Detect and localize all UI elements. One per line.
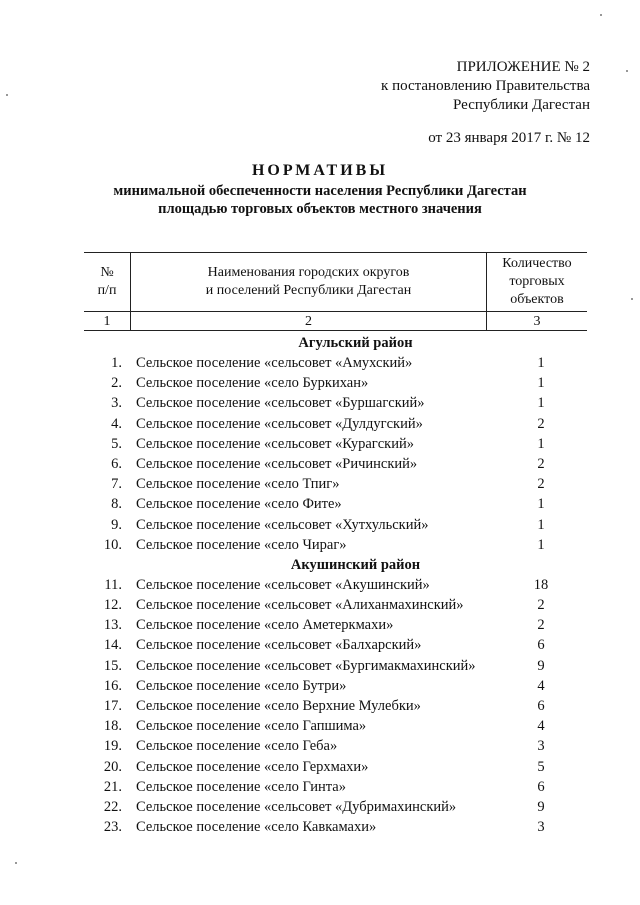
appendix-date: от 23 января 2017 г. № 12	[428, 130, 590, 146]
header-number-label: №	[100, 265, 114, 280]
scan-speck	[600, 14, 602, 16]
scan-speck	[626, 70, 628, 72]
table-row	[84, 595, 587, 615]
appendix-header	[360, 58, 590, 148]
table-row	[84, 716, 587, 736]
object-count: 3	[537, 738, 545, 755]
header-count-cell	[487, 253, 588, 312]
table-row	[84, 736, 587, 756]
row-number: 14.	[103, 637, 122, 654]
appendix-number: ПРИЛОЖЕНИЕ № 2	[456, 59, 590, 75]
row-number: 10.	[103, 536, 122, 553]
table-row	[84, 575, 587, 595]
table-header-row	[84, 253, 587, 312]
object-count: 1	[537, 516, 545, 533]
column-number-3: 3	[487, 312, 588, 331]
row-number: 2.	[111, 375, 122, 392]
appendix-resolution: к постановлению Правительства	[381, 78, 590, 94]
document-subtitle-1: минимальной обеспеченности населения Республики Дагестан	[113, 183, 527, 199]
row-number: 6.	[111, 455, 122, 472]
table-row	[84, 676, 587, 696]
row-number: 8.	[111, 496, 122, 513]
table-row	[84, 777, 587, 797]
table-row	[84, 414, 587, 434]
row-number: 4.	[111, 415, 122, 432]
table-row	[84, 494, 587, 514]
header-count-label-2: торговых	[509, 274, 565, 289]
header-number-sublabel: п/п	[97, 283, 117, 298]
settlement-list	[84, 333, 587, 837]
table-row	[84, 535, 587, 555]
settlement-name: Сельское поселение «село Чираг»	[136, 536, 347, 553]
settlement-name: Сельское поселение «сельсовет «Буршагский»	[136, 395, 425, 412]
table-row	[84, 353, 587, 373]
object-count: 2	[537, 415, 545, 432]
settlement-name: Сельское поселение «сельсовет «Алиханмахинский»	[136, 597, 464, 614]
table-row	[84, 656, 587, 676]
column-number-2: 2	[131, 312, 487, 331]
scan-speck	[15, 862, 17, 864]
object-count: 1	[537, 395, 545, 412]
settlement-name: Сельское поселение «сельсовет «Амухский»	[136, 355, 413, 371]
header-name-cell	[131, 253, 487, 312]
row-number: 7.	[111, 476, 122, 493]
row-number: 20.	[103, 758, 122, 775]
table-row	[84, 797, 587, 817]
object-count: 6	[537, 778, 545, 795]
district-heading: Агульский район	[298, 335, 413, 351]
header-number-cell	[84, 253, 131, 312]
district-heading: Акушинский район	[290, 556, 421, 573]
row-number: 13.	[103, 617, 122, 634]
settlement-name: Сельское поселение «село Буркихан»	[136, 375, 369, 392]
object-count: 1	[537, 375, 545, 392]
appendix-republic: Республики Дагестан	[453, 97, 590, 113]
document-title: НОРМАТИВЫ	[251, 162, 389, 179]
row-number: 18.	[103, 718, 122, 735]
table-row	[84, 696, 587, 716]
table-row	[84, 817, 587, 837]
settlement-name: Сельское поселение «село Верхние Мулебки»	[136, 698, 421, 714]
row-number: 1.	[111, 355, 122, 371]
settlement-name: Сельское поселение «село Герхмахи»	[136, 758, 369, 775]
table-row	[84, 454, 587, 474]
object-count: 1	[537, 496, 545, 513]
object-count: 6	[537, 698, 545, 714]
scan-speck	[6, 94, 8, 96]
row-number: 5.	[111, 435, 122, 452]
settlement-name: Сельское поселение «село Геба»	[136, 738, 338, 755]
settlement-name: Сельское поселение «село Тпиг»	[136, 476, 340, 493]
settlement-name: Сельское поселение «сельсовет «Дубримахинский»	[136, 798, 457, 815]
table-row	[84, 515, 587, 535]
object-count: 2	[537, 476, 545, 493]
table-row	[84, 635, 587, 655]
object-count: 1	[537, 355, 545, 371]
row-number: 15.	[103, 657, 122, 674]
object-count: 1	[537, 536, 545, 553]
settlement-name: Сельское поселение «сельсовет «Балхарский»	[136, 637, 422, 654]
row-number: 3.	[111, 395, 122, 412]
header-name-label-2: и поселений Республики Дагестан	[205, 283, 412, 298]
column-number-1: 1	[84, 312, 131, 331]
settlement-name: Сельское поселение «село Аметеркмахи»	[136, 617, 394, 634]
row-number: 21.	[103, 778, 122, 795]
settlement-name: Сельское поселение «сельсовет «Ричинский»	[136, 455, 418, 472]
table-header	[84, 252, 587, 331]
object-count: 3	[537, 819, 545, 836]
table-row	[84, 434, 587, 454]
table-row	[84, 393, 587, 413]
object-count: 4	[537, 677, 545, 694]
object-count: 6	[537, 637, 545, 654]
row-number: 22.	[103, 798, 122, 815]
row-number: 16.	[103, 677, 122, 694]
row-number: 23.	[103, 819, 122, 836]
table-row	[84, 615, 587, 635]
header-count-label-1: Количество	[502, 256, 572, 271]
settlement-name: Сельское поселение «сельсовет «Акушинский»	[136, 576, 430, 593]
scan-speck	[631, 298, 633, 300]
object-count: 1	[537, 435, 545, 452]
object-count: 5	[537, 758, 545, 775]
settlement-name: Сельское поселение «село Гапшима»	[136, 718, 367, 735]
table-row	[84, 757, 587, 777]
row-number: 19.	[103, 738, 122, 755]
row-number: 17.	[103, 698, 122, 714]
object-count: 9	[537, 657, 545, 674]
settlement-name: Сельское поселение «село Фите»	[136, 496, 342, 513]
object-count: 2	[537, 597, 545, 614]
object-count: 2	[537, 617, 545, 634]
settlement-name: Сельское поселение «сельсовет «Хутхульский»	[136, 516, 429, 533]
row-number: 11.	[104, 576, 122, 593]
column-number-row	[84, 312, 587, 331]
table-row	[84, 474, 587, 494]
settlement-name: Сельское поселение «сельсовет «Бургимакмахинский»	[136, 657, 476, 674]
settlement-name: Сельское поселение «село Гинта»	[136, 778, 346, 795]
row-number: 12.	[103, 597, 122, 614]
object-count: 18	[533, 576, 549, 593]
document-subtitle-2: площадью торговых объектов местного значения	[158, 201, 482, 217]
settlement-name: Сельское поселение «сельсовет «Курагский»	[136, 435, 414, 452]
object-count: 4	[537, 718, 545, 735]
settlement-name: Сельское поселение «село Бутри»	[136, 677, 347, 694]
settlement-name: Сельское поселение «сельсовет «Дулдугский»	[136, 415, 423, 432]
table-row	[84, 373, 587, 393]
header-count-label-3: объектов	[510, 292, 564, 307]
header-name-label-1: Наименования городских округов	[207, 265, 410, 280]
object-count: 9	[537, 798, 545, 815]
object-count: 2	[537, 455, 545, 472]
row-number: 9.	[111, 516, 122, 533]
settlement-name: Сельское поселение «село Кавкамахи»	[136, 819, 377, 836]
